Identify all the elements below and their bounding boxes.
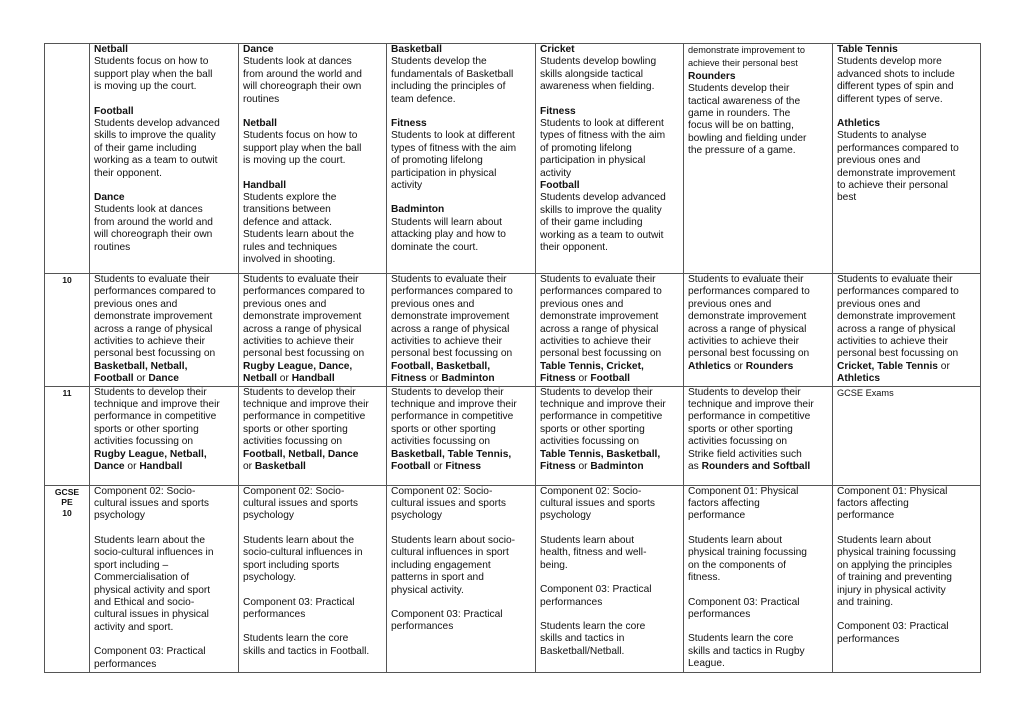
body-text: Students look at dances from around the world and will choreograph their own routines bbox=[243, 56, 362, 105]
body-text: Students explore the transitions between defence and attack. Students learn about the rules and techniques involved in shooting. bbox=[243, 192, 355, 266]
table-row bbox=[45, 44, 981, 274]
paragraph bbox=[94, 44, 235, 94]
body-text: Students develop advanced skills to improve the quality of their game including working as a team to outwit their opponent. bbox=[540, 192, 666, 254]
topic-cell bbox=[684, 44, 833, 274]
paragraph bbox=[94, 486, 235, 523]
paragraph bbox=[837, 44, 977, 106]
joiner-text: or bbox=[575, 373, 591, 385]
activity-heading: Netball bbox=[94, 44, 128, 55]
note-text: GCSE Exams bbox=[837, 387, 894, 398]
topic-cell bbox=[239, 386, 387, 485]
joiner-text: or bbox=[575, 461, 591, 473]
body-text: Students will learn about attacking play and how to dominate the court. bbox=[391, 216, 506, 253]
paragraph bbox=[837, 118, 977, 205]
focus-activities: Rugby League, Netball, Dance bbox=[94, 448, 207, 473]
focus-activity: Football bbox=[590, 373, 631, 385]
body-text: Students learn the core skills and tactics in Rugby League. bbox=[688, 633, 805, 670]
paragraph bbox=[837, 621, 977, 646]
paragraph bbox=[243, 180, 383, 267]
paragraph bbox=[243, 44, 383, 106]
topic-cell bbox=[90, 485, 239, 672]
body-text: Students to evaluate their performances compared to previous ones and demonstrate improvement across a range of physical activities to achieve their personal best focussing on bbox=[94, 274, 216, 360]
spacer bbox=[837, 609, 977, 621]
joiner-text: or bbox=[426, 373, 442, 385]
body-text: Component 02: Socio- cultural issues and sports psychology bbox=[94, 485, 209, 522]
body-text: Students to evaluate their performances compared to previous ones and demonstrate improvement across a range of physical activities to achieve their personal best focussing on bbox=[540, 274, 662, 360]
spacer bbox=[837, 523, 977, 535]
paragraph bbox=[391, 486, 532, 523]
table-row bbox=[45, 274, 981, 387]
paragraph bbox=[391, 204, 532, 254]
joiner-text: or bbox=[731, 360, 746, 372]
spacer bbox=[688, 523, 829, 535]
body-text: Students to develop their technique and improve their performance in competitive sports or other sporting activities focussing on bbox=[94, 386, 220, 448]
focus-activity: Athletics bbox=[837, 373, 881, 385]
body-text: Students learn about health, fitness and well- being. bbox=[540, 534, 647, 571]
joiner-text: or bbox=[276, 373, 292, 385]
body-text: Component 03: Practical performances bbox=[391, 608, 503, 633]
paragraph bbox=[243, 387, 383, 474]
body-text: Students focus on how to support play when the ball is moving up the court. bbox=[94, 56, 213, 93]
activity-heading: Rounders bbox=[688, 70, 736, 82]
activity-heading: Fitness bbox=[391, 118, 427, 130]
paragraph bbox=[391, 274, 532, 386]
paragraph bbox=[688, 597, 829, 622]
body-text: Students to look at different types of fitness with the aim of promoting lifelong participation in physical activity bbox=[540, 118, 666, 179]
focus-activity: Badminton bbox=[590, 461, 644, 473]
paragraph bbox=[688, 535, 829, 585]
body-text: Students develop more advanced shots to include different types of spin and different types of serve. bbox=[837, 56, 955, 105]
body-text: Students learn about the socio-cultural influences in sport including – Commercialisation of physical activity and sport and Ethical and socio- cultural issues in physical activity and sport. bbox=[94, 534, 214, 633]
body-text: Students to evaluate their performances compared to previous ones and demonstrate improvement across a range of physical activities to achieve their personal best focussing on bbox=[688, 274, 810, 360]
spacer bbox=[94, 180, 235, 192]
paragraph bbox=[688, 44, 829, 71]
topic-cell bbox=[239, 485, 387, 672]
paragraph bbox=[837, 486, 977, 523]
paragraph bbox=[391, 44, 532, 106]
spacer bbox=[540, 609, 680, 621]
body-text: Component 02: Socio- cultural issues and sports psychology bbox=[540, 485, 655, 522]
focus-activities: Basketball, Netball, Football bbox=[94, 360, 188, 385]
focus-activities: Football, Basketball, Fitness bbox=[391, 360, 491, 385]
focus-activity: Handball bbox=[139, 461, 183, 473]
body-text: Component 03: Practical performances bbox=[94, 646, 206, 670]
focus-activity: Badminton bbox=[441, 373, 495, 385]
spacer bbox=[94, 523, 235, 535]
topic-cell bbox=[387, 386, 536, 485]
spacer bbox=[243, 106, 383, 118]
year-label: GCSE PE 10 bbox=[45, 485, 90, 672]
body-text: Students learn the core skills and tactics in Football. bbox=[243, 633, 370, 657]
activity-heading: Netball bbox=[243, 118, 277, 130]
topic-cell bbox=[387, 274, 536, 387]
activity-heading: Football bbox=[94, 105, 134, 117]
body-text: Students to develop their technique and improve their performance in competitive sports or other sporting activities focussing on Strike field activities such as bbox=[688, 386, 814, 473]
focus-activities: Rugby League, Dance, Netball bbox=[243, 360, 353, 385]
paragraph bbox=[837, 274, 977, 386]
topic-cell bbox=[90, 386, 239, 485]
spacer bbox=[391, 192, 532, 204]
paragraph bbox=[391, 387, 532, 474]
topic-cell bbox=[90, 44, 239, 274]
body-text: Students look at dances from around the world and will choreograph their own routines bbox=[94, 204, 213, 253]
table-row bbox=[45, 386, 981, 485]
topic-cell bbox=[536, 386, 684, 485]
body-text: Students learn about socio- cultural influences in sport including engagement patterns in sport and physical activity. bbox=[391, 534, 516, 596]
spacer bbox=[391, 523, 532, 535]
focus-activities: Rounders and Softball bbox=[701, 461, 811, 473]
spacer bbox=[391, 597, 532, 609]
body-text: Students develop bowling skills alongside tactical awareness when fielding. bbox=[540, 56, 657, 93]
topic-cell bbox=[536, 485, 684, 672]
paragraph bbox=[243, 274, 383, 386]
spacer bbox=[688, 585, 829, 597]
paragraph bbox=[837, 535, 977, 609]
paragraph bbox=[94, 646, 235, 671]
activity-heading: Cricket bbox=[540, 44, 575, 55]
paragraph bbox=[391, 535, 532, 597]
year-label: 11 bbox=[45, 386, 90, 485]
focus-activity: Fitness bbox=[445, 461, 482, 473]
joiner-text: or bbox=[133, 373, 149, 385]
topic-cell bbox=[833, 386, 981, 485]
topic-cell bbox=[833, 274, 981, 387]
focus-activity: Dance bbox=[148, 373, 179, 385]
body-text: Component 03: Practical performances bbox=[688, 596, 800, 620]
paragraph bbox=[540, 621, 680, 658]
spacer bbox=[243, 168, 383, 180]
body-text: Students focus on how to support play when the ball is moving up the court. bbox=[243, 130, 362, 167]
body-text: Component 02: Socio- cultural issues and sports psychology bbox=[391, 485, 506, 522]
spacer bbox=[540, 94, 680, 106]
activity-heading: Football bbox=[540, 180, 580, 192]
note-text: demonstrate improvement to achieve their personal best bbox=[688, 45, 805, 69]
paragraph bbox=[688, 274, 829, 373]
body-text: Students to develop their technique and improve their performance in competitive sports or other sporting activities focussing on bbox=[540, 386, 666, 448]
paragraph bbox=[94, 192, 235, 254]
body-text: Students to evaluate their performances compared to previous ones and demonstrate improvement across a range of physical activities to achieve their personal best focussing on bbox=[243, 274, 365, 360]
body-text: Students to develop their technique and improve their performance in competitive sports or other sporting activities focussing on bbox=[243, 386, 369, 448]
spacer bbox=[837, 106, 977, 118]
joiner-text: or bbox=[430, 461, 446, 473]
activity-heading: Athletics bbox=[837, 118, 881, 130]
body-text: Students develop their tactical awareness of the game in rounders. The focus will be on batting, bowling and fielding under the pressure of a game. bbox=[688, 83, 807, 157]
body-text: Component 03: Practical performances bbox=[540, 584, 652, 608]
paragraph bbox=[243, 486, 383, 523]
paragraph bbox=[540, 584, 680, 609]
focus-activities: Table Tennis, Basketball, Fitness bbox=[540, 448, 661, 473]
paragraph bbox=[94, 274, 235, 386]
activity-heading: Fitness bbox=[540, 105, 576, 117]
body-text: Students learn about the socio-cultural influences in sport including sports psychology. bbox=[243, 534, 363, 584]
body-text: Students develop advanced skills to improve the quality of their game including working as a team to outwit their opponent. bbox=[94, 118, 220, 179]
paragraph bbox=[94, 535, 235, 634]
paragraph bbox=[837, 387, 977, 400]
topic-cell bbox=[684, 485, 833, 672]
joiner-text: or bbox=[124, 461, 140, 473]
joiner-text: or bbox=[940, 360, 950, 372]
paragraph bbox=[540, 44, 680, 94]
paragraph bbox=[688, 633, 829, 670]
topic-cell bbox=[536, 44, 684, 274]
paragraph bbox=[540, 274, 680, 386]
focus-activity: Rounders bbox=[745, 360, 794, 372]
topic-cell bbox=[536, 274, 684, 387]
body-text: Students learn about physical training focussing on applying the principles of training and preventing injury in physical activity and training. bbox=[837, 534, 956, 608]
spacer bbox=[243, 585, 383, 597]
body-text: Component 03: Practical performances bbox=[243, 596, 355, 620]
curriculum-table bbox=[44, 43, 981, 673]
spacer bbox=[243, 621, 383, 633]
spacer bbox=[94, 94, 235, 106]
topic-cell bbox=[833, 485, 981, 672]
year-label bbox=[45, 44, 90, 274]
body-text: Students to develop their technique and improve their performance in competitive sports or other sporting activities focussing on bbox=[391, 386, 517, 448]
focus-activities: Football, Netball, Dance bbox=[243, 448, 359, 460]
paragraph bbox=[243, 597, 383, 622]
body-text: Students to look at different types of fitness with the aim of promoting lifelong participation in physical activity bbox=[391, 130, 517, 192]
spacer bbox=[94, 634, 235, 646]
paragraph bbox=[540, 180, 680, 254]
table-row bbox=[45, 485, 981, 672]
activity-heading: Handball bbox=[243, 179, 287, 191]
paragraph bbox=[243, 633, 383, 658]
paragraph bbox=[94, 387, 235, 474]
body-text: Students learn about physical training focussing on the components of fitness. bbox=[688, 534, 807, 584]
topic-cell bbox=[239, 274, 387, 387]
paragraph bbox=[391, 609, 532, 634]
spacer bbox=[540, 523, 680, 535]
focus-activities: Table Tennis, Cricket, Fitness bbox=[540, 360, 644, 385]
spacer bbox=[540, 572, 680, 584]
activity-heading: Dance bbox=[94, 192, 125, 204]
topic-cell bbox=[833, 44, 981, 274]
body-text: Component 03: Practical performances bbox=[837, 621, 949, 645]
body-text: Students develop the fundamentals of Basketball including the principles of team defence. bbox=[391, 56, 514, 105]
body-text: Students to evaluate their performances compared to previous ones and demonstrate improvement across a range of physical activities to achieve their personal best focussing on bbox=[837, 274, 959, 360]
body-text: Students to evaluate their performances compared to previous ones and demonstrate improvement across a range of physical activities to achieve their personal best focussing on bbox=[391, 274, 513, 360]
paragraph bbox=[688, 486, 829, 523]
paragraph bbox=[540, 486, 680, 523]
paragraph bbox=[391, 118, 532, 192]
year-label: 10 bbox=[45, 274, 90, 387]
activity-heading: Dance bbox=[243, 44, 274, 55]
body-text: Students to analyse performances compared to previous ones and demonstrate improvement to achieve their personal best bbox=[837, 130, 959, 204]
topic-cell bbox=[239, 44, 387, 274]
paragraph bbox=[688, 71, 829, 158]
paragraph bbox=[540, 106, 680, 180]
paragraph bbox=[540, 387, 680, 474]
paragraph bbox=[243, 118, 383, 168]
spacer bbox=[688, 621, 829, 633]
spacer bbox=[391, 106, 532, 118]
paragraph bbox=[243, 535, 383, 585]
focus-activities: Athletics bbox=[688, 360, 732, 372]
joiner-text: or bbox=[243, 461, 253, 473]
topic-cell bbox=[387, 44, 536, 274]
activity-heading: Table Tennis bbox=[837, 44, 898, 55]
paragraph bbox=[688, 387, 829, 474]
paragraph bbox=[94, 106, 235, 180]
focus-activity: Basketball bbox=[254, 461, 306, 473]
body-text: Component 02: Socio- cultural issues and sports psychology bbox=[243, 485, 358, 522]
focus-activities: Basketball, Table Tennis, Football bbox=[391, 448, 512, 473]
paragraph bbox=[540, 535, 680, 572]
spacer bbox=[243, 523, 383, 535]
topic-cell bbox=[684, 274, 833, 387]
activity-heading: Basketball bbox=[391, 44, 442, 55]
topic-cell bbox=[684, 386, 833, 485]
activity-heading: Badminton bbox=[391, 204, 445, 216]
topic-cell bbox=[90, 274, 239, 387]
body-text: Component 01: Physical factors affecting performance bbox=[837, 485, 948, 522]
focus-activities: Cricket, Table Tennis bbox=[837, 360, 938, 372]
focus-activity: Handball bbox=[291, 373, 335, 385]
topic-cell bbox=[387, 485, 536, 672]
body-text: Students learn the core skills and tactics in Basketball/Netball. bbox=[540, 620, 646, 657]
body-text: Component 01: Physical factors affecting performance bbox=[688, 485, 799, 522]
